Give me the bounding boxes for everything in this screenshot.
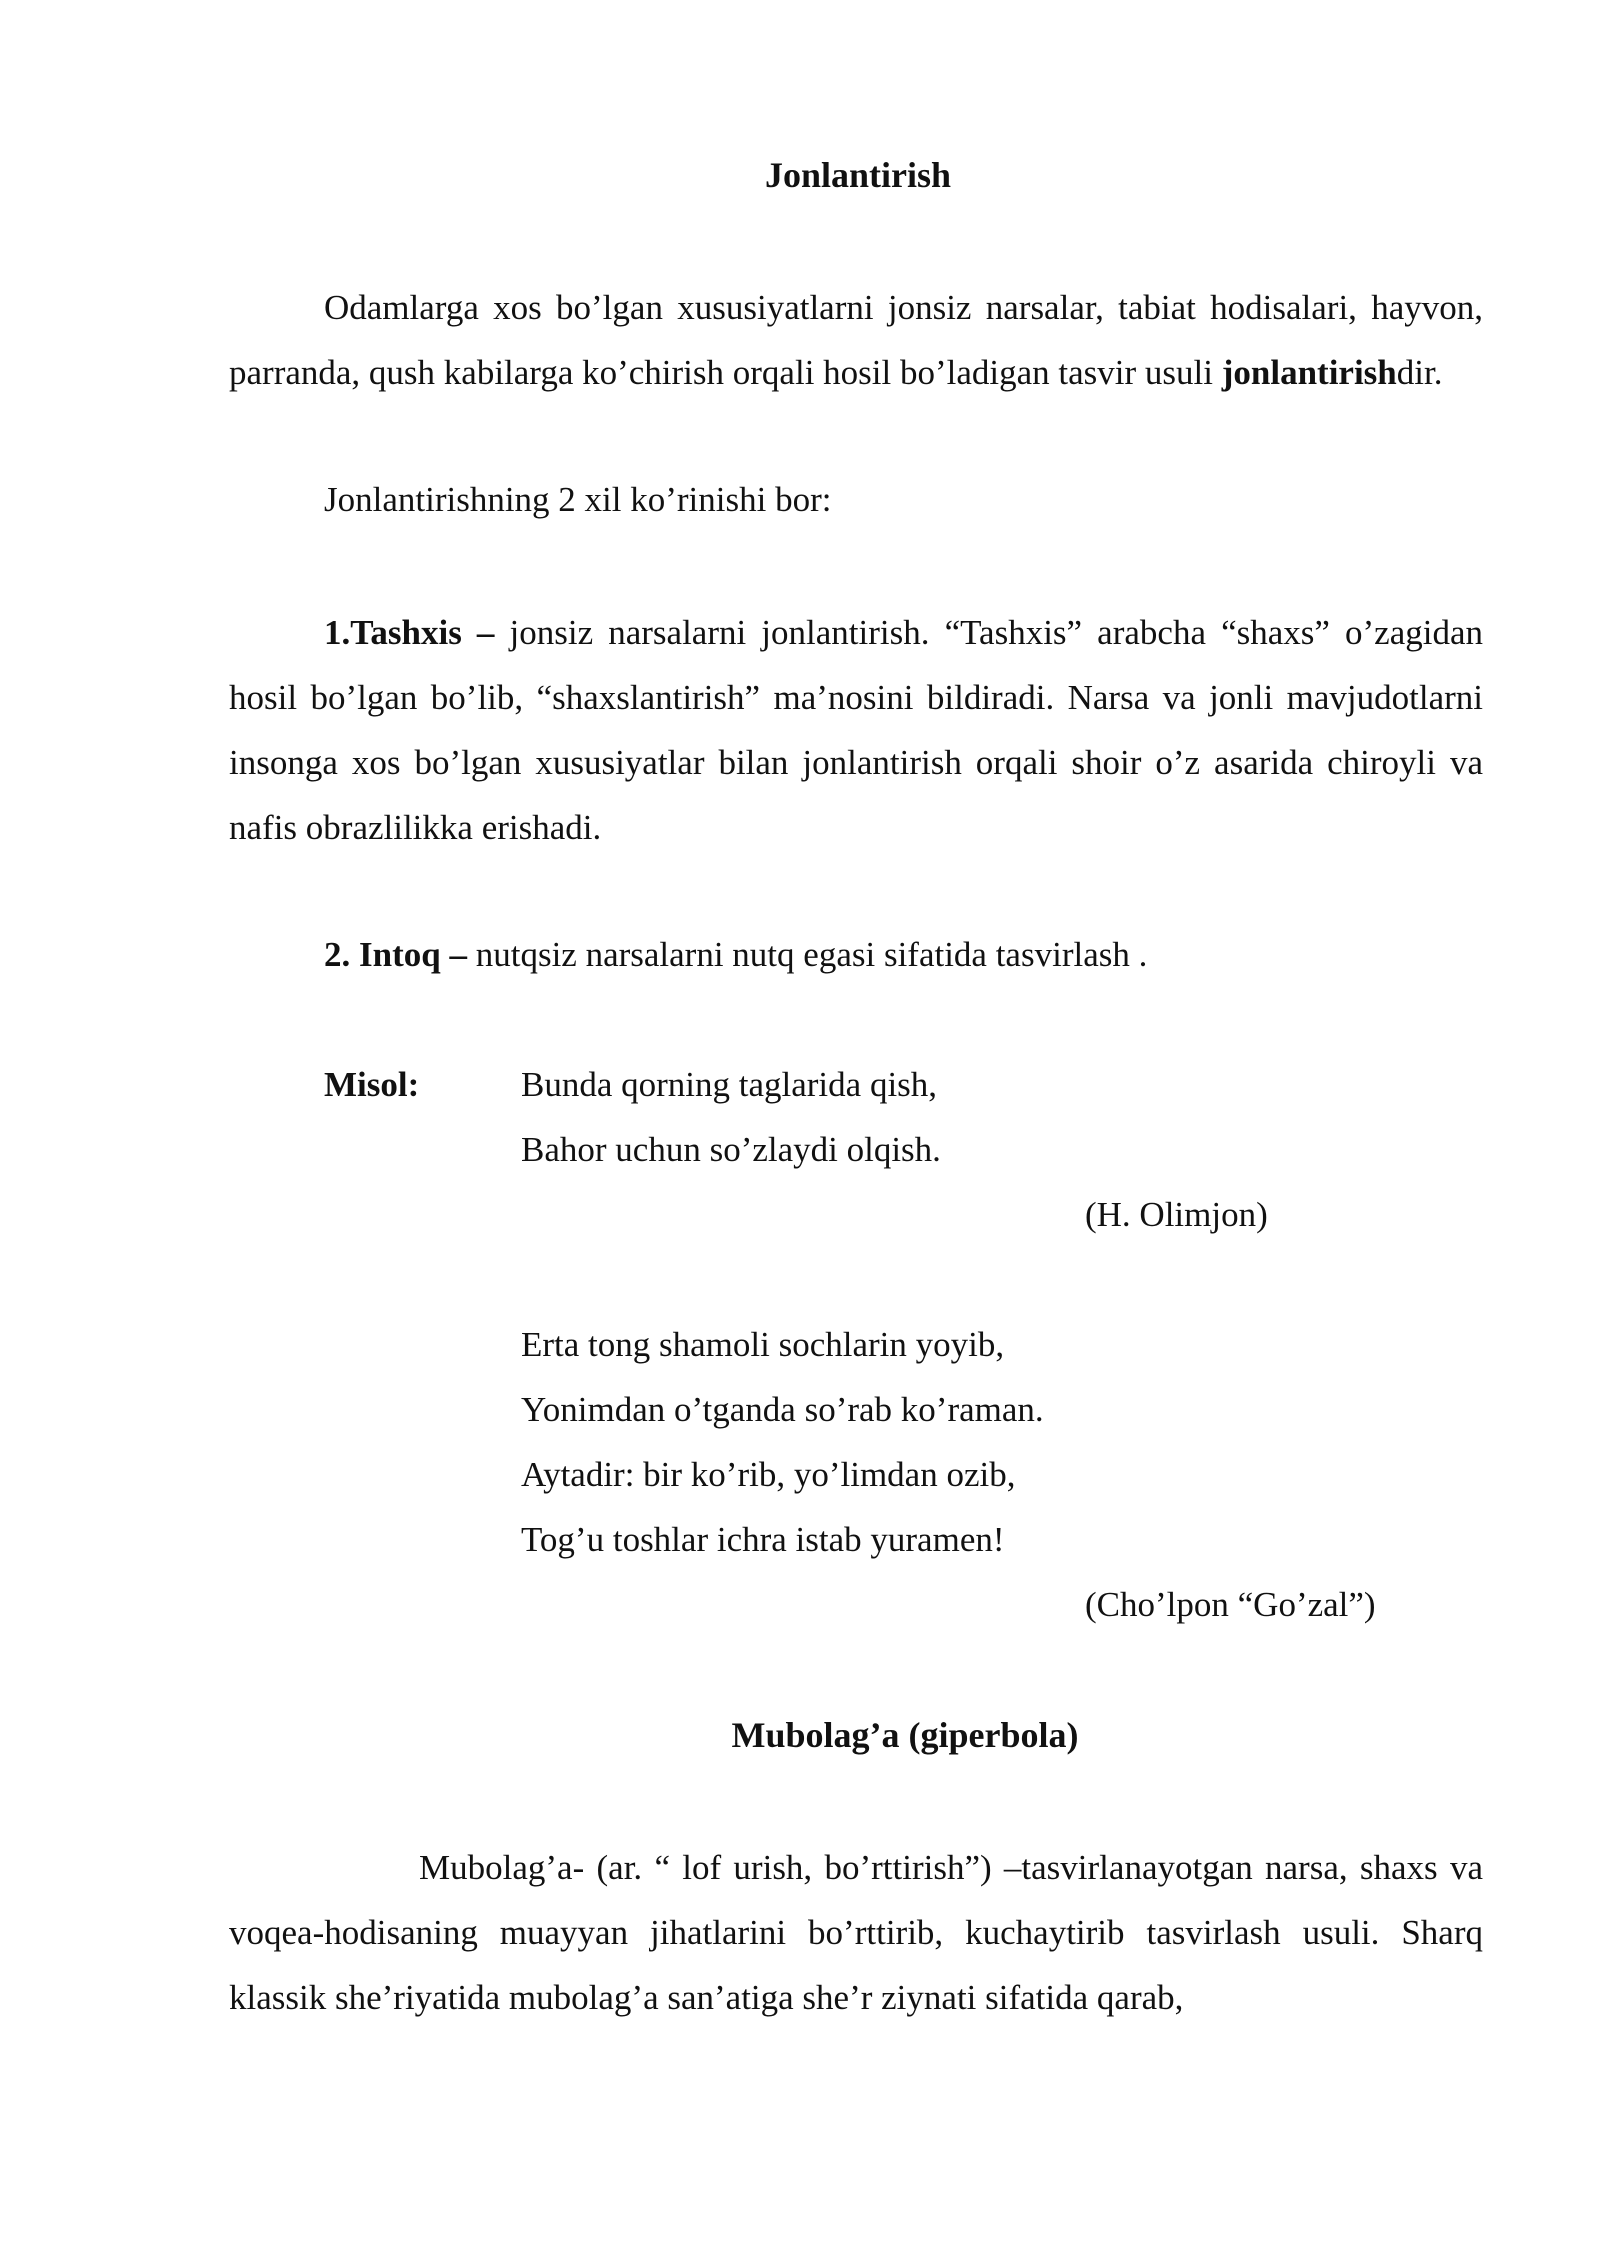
poem1-line-1: Bunda qorning taglarida qish, [521, 1065, 938, 1104]
section-title-2: Mubolag’a (giperbola) [731, 1715, 1079, 1755]
poem2-line-3: Aytadir: bir ko’rib, yo’limdan ozib, [521, 1455, 1016, 1494]
paragraph-intoq [324, 935, 1147, 975]
poem2-line-1: Erta tong shamoli sochlarin yoyib, [521, 1325, 1005, 1364]
example-label: Misol: [324, 1065, 420, 1104]
poem2-line-2: Yonimdan o’tganda so’rab ko’raman. [521, 1390, 1044, 1429]
paragraph-text: Odamlarga xos bo’lgan xususiyatlarni jonsiz narsalar, tabiat hodisalari, hayvon, parranda, qush kabilarga ko’chirish orqali hosil bo’ladigan tasvir usuli [229, 288, 1483, 392]
poem1-author: (H. Olimjon) [1085, 1195, 1268, 1234]
poem2-line-4: Tog’u toshlar ichra istab yuramen! [521, 1520, 1005, 1559]
item-label-tashxis: 1.Tashxis – [324, 613, 495, 652]
paragraph-tashxis [229, 600, 1483, 860]
paragraph-suffix: dir. [1396, 353, 1443, 392]
section-title: Jonlantirish [764, 155, 952, 195]
paragraph-mubolaga: Mubolag’a- (ar. “ lof urish, bo’rttirish”) –tasvirlanayotgan narsa, shaxs va voqea-hodisaning muayyan jihatlarini bo’rttirib, kuchaytirib tasvirlash usuli. Sharq klassik she’riyatida mubolag’a san’atiga she’r ziynati sifatida qarab, [229, 1848, 1483, 2017]
poem1-line-2: Bahor uchun so’zlaydi olqish. [521, 1130, 941, 1169]
item-label-intoq: 2. Intoq – [324, 935, 467, 974]
term-bold: jonlantirish [1221, 353, 1397, 392]
poem2-author: (Cho’lpon “Go’zal”) [1085, 1585, 1376, 1624]
item-text-intoq: nutqsiz narsalarni nutq egasi sifatida tasvirlash . [466, 935, 1148, 974]
intro-line: Jonlantirishning 2 xil ko’rinishi bor: [324, 480, 832, 519]
item-text-tashxis: jonsiz narsalarni jonlantirish. “Tashxis” arabcha “shaxs” o’zagidan hosil bo’lgan bo’lib, “shaxslantirish” ma’nosini bildiradi. Narsa va jonli mavjudotlarni insonga xos bo’lgan xususiyatlar bilan jonlantirish orqali shoir o’z asarida chiroyli va nafis obrazlilikka erishadi. [229, 613, 1484, 847]
paragraph-definition [229, 275, 1483, 405]
